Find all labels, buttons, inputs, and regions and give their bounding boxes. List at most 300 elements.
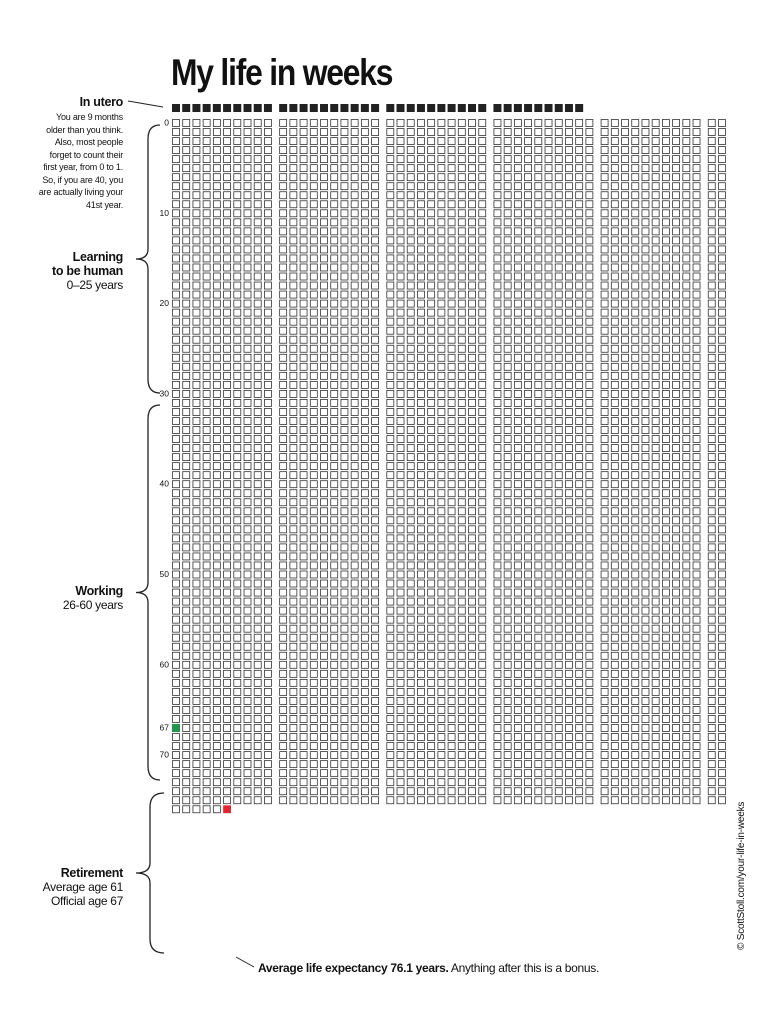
week-box <box>642 472 649 479</box>
week-box <box>183 363 190 370</box>
week-box <box>254 715 261 722</box>
week-box <box>673 282 680 289</box>
week-box <box>708 228 715 235</box>
week-box <box>254 201 261 208</box>
week-box <box>417 255 424 262</box>
week-box <box>504 192 511 199</box>
week-box <box>479 156 486 163</box>
week-box <box>565 381 572 388</box>
week-box <box>622 246 629 253</box>
week-box <box>310 679 317 686</box>
week-box <box>438 625 445 632</box>
week-box <box>224 544 231 551</box>
week-box <box>183 535 190 542</box>
week-box <box>622 120 629 127</box>
week-box <box>321 725 328 732</box>
week-box <box>601 517 608 524</box>
week-box <box>555 697 562 704</box>
week-box <box>576 472 583 479</box>
week-box <box>469 652 476 659</box>
week-box <box>310 228 317 235</box>
week-box <box>525 354 532 361</box>
week-box <box>673 788 680 795</box>
week-box <box>448 372 455 379</box>
week-box <box>203 138 210 145</box>
week-box <box>428 219 435 226</box>
week-box <box>683 165 690 172</box>
week-box <box>642 697 649 704</box>
week-box <box>469 219 476 226</box>
week-box <box>234 670 241 677</box>
week-box <box>264 381 271 388</box>
week-box <box>387 499 394 506</box>
week-box <box>428 752 435 759</box>
week-box <box>673 381 680 388</box>
week-box <box>224 589 231 596</box>
week-box <box>586 634 593 641</box>
week-box <box>555 354 562 361</box>
week-box <box>525 454 532 461</box>
week-box <box>642 255 649 262</box>
week-box <box>224 427 231 434</box>
week-box <box>203 706 210 713</box>
week-box <box>183 752 190 759</box>
week-box <box>244 454 251 461</box>
week-box <box>234 174 241 181</box>
week-box <box>545 661 552 668</box>
week-box <box>351 589 358 596</box>
week-box <box>601 463 608 470</box>
week-box <box>183 598 190 605</box>
week-box <box>693 481 700 488</box>
week-box <box>310 192 317 199</box>
week-box <box>535 725 542 732</box>
week-box <box>351 156 358 163</box>
week-box <box>514 761 521 768</box>
week-box <box>555 643 562 650</box>
week-box <box>545 697 552 704</box>
week-box <box>193 779 200 786</box>
week-box <box>428 273 435 280</box>
week-box <box>662 743 669 750</box>
week-box <box>372 607 379 614</box>
week-box <box>479 282 486 289</box>
week-box <box>514 147 521 154</box>
week-box <box>213 526 220 533</box>
week-box <box>203 616 210 623</box>
week-box <box>234 354 241 361</box>
week-box <box>535 761 542 768</box>
week-box <box>504 571 511 578</box>
week-box <box>300 165 307 172</box>
week-box <box>438 797 445 804</box>
week-box <box>586 210 593 217</box>
week-box <box>693 445 700 452</box>
week-box <box>494 598 501 605</box>
week-box <box>683 526 690 533</box>
week-box <box>372 165 379 172</box>
week-box <box>601 652 608 659</box>
week-box <box>387 300 394 307</box>
week-box <box>290 408 297 415</box>
week-box <box>469 734 476 741</box>
week-box <box>504 553 511 560</box>
week-box <box>576 246 583 253</box>
week-box <box>683 255 690 262</box>
week-box <box>173 183 180 190</box>
week-box <box>576 517 583 524</box>
week-box <box>254 770 261 777</box>
week-box <box>438 508 445 515</box>
week-box <box>310 210 317 217</box>
week-box <box>397 797 404 804</box>
week-box <box>652 408 659 415</box>
week-box <box>479 761 486 768</box>
in-utero-week <box>233 104 241 112</box>
week-box <box>351 174 358 181</box>
week-box <box>280 535 287 542</box>
week-box <box>632 264 639 271</box>
week-box <box>193 643 200 650</box>
week-box <box>469 661 476 668</box>
week-box <box>718 463 725 470</box>
week-box <box>331 670 338 677</box>
week-box <box>372 589 379 596</box>
week-box <box>331 174 338 181</box>
week-box <box>173 499 180 506</box>
week-box <box>387 679 394 686</box>
week-box <box>525 120 532 127</box>
week-box <box>397 129 404 136</box>
week-box <box>203 788 210 795</box>
week-box <box>555 517 562 524</box>
week-box <box>632 463 639 470</box>
week-box <box>565 417 572 424</box>
week-box <box>565 156 572 163</box>
week-box <box>372 147 379 154</box>
week-box <box>718 616 725 623</box>
week-box <box>397 589 404 596</box>
week-box <box>469 237 476 244</box>
week-box <box>417 228 424 235</box>
week-box <box>708 399 715 406</box>
week-box <box>555 490 562 497</box>
week-box <box>351 318 358 325</box>
week-box <box>693 354 700 361</box>
week-box <box>683 309 690 316</box>
week-box <box>708 490 715 497</box>
week-box <box>361 734 368 741</box>
week-box <box>718 147 725 154</box>
week-box <box>407 201 414 208</box>
week-box <box>290 129 297 136</box>
week-box <box>652 761 659 768</box>
week-box <box>576 129 583 136</box>
week-box <box>662 246 669 253</box>
in-utero-week <box>192 104 200 112</box>
week-box <box>310 715 317 722</box>
week-box <box>361 481 368 488</box>
week-box <box>234 499 241 506</box>
week-box <box>494 670 501 677</box>
week-box <box>652 715 659 722</box>
week-box <box>504 129 511 136</box>
week-box <box>642 761 649 768</box>
week-box <box>264 544 271 551</box>
week-box <box>407 246 414 253</box>
week-box <box>254 273 261 280</box>
week-box <box>254 399 261 406</box>
week-box <box>244 472 251 479</box>
week-box <box>407 156 414 163</box>
week-box <box>565 354 572 361</box>
week-box <box>387 688 394 695</box>
week-box <box>693 309 700 316</box>
week-box <box>224 508 231 515</box>
week-box <box>290 725 297 732</box>
week-box <box>244 354 251 361</box>
week-box <box>280 246 287 253</box>
week-box <box>417 670 424 677</box>
week-box <box>718 797 725 804</box>
week-box <box>479 734 486 741</box>
week-box <box>224 381 231 388</box>
week-box <box>525 779 532 786</box>
week-box <box>469 463 476 470</box>
week-box <box>652 399 659 406</box>
week-box <box>244 408 251 415</box>
week-box <box>448 183 455 190</box>
week-box <box>458 228 465 235</box>
week-box <box>321 120 328 127</box>
week-box <box>652 264 659 271</box>
week-box <box>525 770 532 777</box>
week-box <box>407 120 414 127</box>
week-box <box>458 454 465 461</box>
week-box <box>514 372 521 379</box>
week-box <box>351 770 358 777</box>
week-box <box>321 318 328 325</box>
week-box <box>622 228 629 235</box>
week-box <box>586 363 593 370</box>
week-box <box>611 490 618 497</box>
week-box <box>300 598 307 605</box>
week-box <box>331 129 338 136</box>
week-box <box>193 526 200 533</box>
week-box <box>479 183 486 190</box>
week-box <box>514 688 521 695</box>
week-box <box>611 797 618 804</box>
week-box <box>193 788 200 795</box>
week-box <box>193 463 200 470</box>
week-box <box>417 725 424 732</box>
week-box <box>535 408 542 415</box>
week-box <box>417 544 424 551</box>
week-box <box>479 634 486 641</box>
week-box <box>469 706 476 713</box>
in-utero-week <box>361 104 369 112</box>
week-box <box>504 417 511 424</box>
week-box <box>642 408 649 415</box>
week-box <box>224 147 231 154</box>
week-box <box>224 210 231 217</box>
in-utero-week <box>330 104 338 112</box>
week-box <box>361 490 368 497</box>
week-box <box>479 661 486 668</box>
week-box <box>458 201 465 208</box>
week-box <box>469 688 476 695</box>
week-box <box>693 399 700 406</box>
week-box <box>372 715 379 722</box>
week-box <box>545 725 552 732</box>
week-box <box>254 363 261 370</box>
week-box <box>203 499 210 506</box>
week-box <box>458 670 465 677</box>
in-utero-week <box>351 104 359 112</box>
week-box <box>586 725 593 732</box>
week-box <box>652 138 659 145</box>
week-box <box>469 255 476 262</box>
week-box <box>310 499 317 506</box>
week-box <box>280 562 287 569</box>
week-box <box>469 598 476 605</box>
week-box <box>387 797 394 804</box>
week-box <box>193 318 200 325</box>
week-box <box>494 734 501 741</box>
week-box <box>361 752 368 759</box>
week-box <box>708 670 715 677</box>
week-box <box>407 571 414 578</box>
week-box <box>372 743 379 750</box>
week-box <box>234 715 241 722</box>
week-box <box>428 526 435 533</box>
week-box <box>361 625 368 632</box>
week-box <box>173 517 180 524</box>
week-box <box>321 743 328 750</box>
week-box <box>321 336 328 343</box>
week-box <box>213 634 220 641</box>
week-box <box>321 381 328 388</box>
week-box <box>576 445 583 452</box>
week-box <box>622 408 629 415</box>
week-box <box>611 580 618 587</box>
week-box <box>387 454 394 461</box>
week-box <box>244 779 251 786</box>
week-box <box>300 517 307 524</box>
week-box <box>601 282 608 289</box>
week-box <box>601 725 608 732</box>
week-box <box>244 174 251 181</box>
week-box <box>708 246 715 253</box>
week-box <box>341 616 348 623</box>
week-box <box>351 725 358 732</box>
week-box <box>244 634 251 641</box>
week-box <box>586 697 593 704</box>
week-box <box>331 408 338 415</box>
week-box <box>601 580 608 587</box>
week-box <box>351 607 358 614</box>
week-box <box>361 390 368 397</box>
week-box <box>331 372 338 379</box>
week-box <box>290 336 297 343</box>
week-box <box>525 670 532 677</box>
week-box <box>417 652 424 659</box>
week-box <box>469 399 476 406</box>
week-box <box>708 499 715 506</box>
week-box <box>673 472 680 479</box>
week-box <box>611 427 618 434</box>
week-box <box>601 643 608 650</box>
week-box <box>535 354 542 361</box>
week-box <box>341 174 348 181</box>
week-box <box>213 273 220 280</box>
week-box <box>718 715 725 722</box>
week-box <box>244 237 251 244</box>
week-box <box>310 725 317 732</box>
week-box <box>662 661 669 668</box>
week-box <box>693 580 700 587</box>
week-box <box>469 562 476 569</box>
week-box <box>183 770 190 777</box>
week-box <box>693 210 700 217</box>
week-box <box>693 571 700 578</box>
week-box <box>601 743 608 750</box>
week-box <box>514 661 521 668</box>
week-box <box>310 643 317 650</box>
week-box <box>280 463 287 470</box>
week-box <box>428 679 435 686</box>
week-box <box>448 174 455 181</box>
week-box <box>224 345 231 352</box>
week-box <box>545 381 552 388</box>
week-box <box>321 797 328 804</box>
week-box <box>586 517 593 524</box>
week-box <box>662 156 669 163</box>
week-box <box>213 210 220 217</box>
week-box <box>611 255 618 262</box>
week-box <box>504 363 511 370</box>
week-box <box>632 147 639 154</box>
week-box <box>718 138 725 145</box>
week-box <box>300 616 307 623</box>
week-box <box>254 165 261 172</box>
week-box <box>601 454 608 461</box>
week-box <box>300 436 307 443</box>
week-box <box>576 770 583 777</box>
week-box <box>504 535 511 542</box>
week-box <box>479 138 486 145</box>
week-box <box>662 788 669 795</box>
week-box <box>565 770 572 777</box>
week-box <box>351 345 358 352</box>
week-box <box>183 120 190 127</box>
week-box <box>504 734 511 741</box>
week-box <box>662 210 669 217</box>
week-box <box>652 589 659 596</box>
week-box <box>213 417 220 424</box>
week-box <box>586 327 593 334</box>
week-box <box>708 255 715 262</box>
week-box <box>183 174 190 181</box>
week-box <box>469 634 476 641</box>
week-box <box>535 282 542 289</box>
week-box <box>331 201 338 208</box>
week-box <box>407 679 414 686</box>
week-box <box>387 345 394 352</box>
week-box <box>525 219 532 226</box>
week-box <box>173 472 180 479</box>
week-box <box>417 761 424 768</box>
